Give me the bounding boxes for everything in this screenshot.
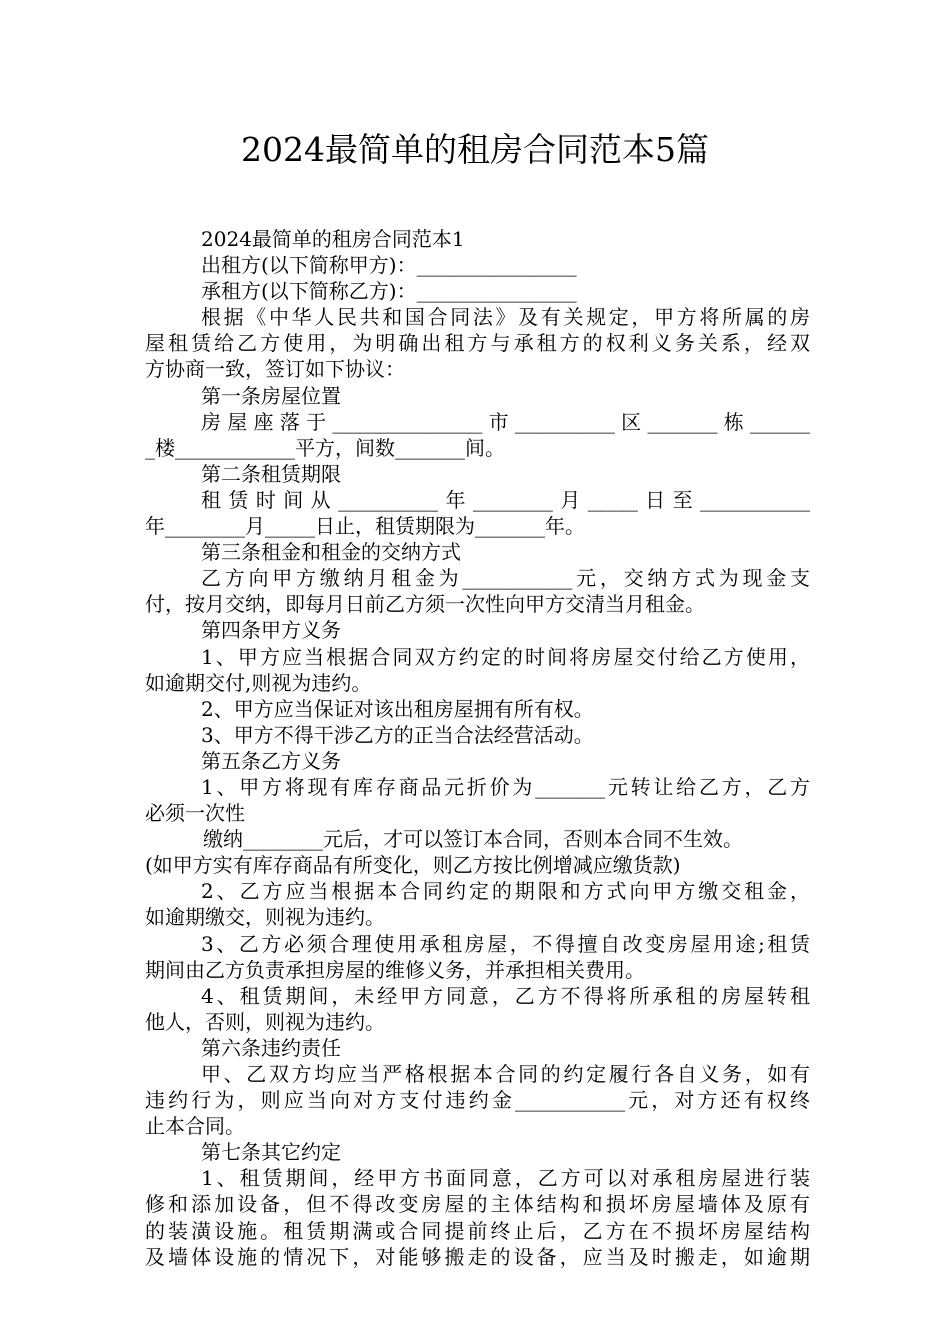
text-line: 屋租赁给乙方使用，为明确出租方与承租方的权利义务关系，经双 — [145, 331, 810, 356]
text-line: 如逾期交付,则视为违约。 — [145, 670, 372, 695]
text-line: 方协商一致，签订如下协议： — [145, 357, 405, 382]
text-line: 付，按月交纳，即每月日前乙方须一次性向甲方交清当月租金。 — [145, 592, 705, 617]
text-line: 年________月_____日止，租赁期限为_______年。 — [145, 514, 585, 539]
document-body — [145, 226, 810, 1270]
text-line: 必须一次性 — [145, 801, 245, 826]
text-line: 违约行为，则应当向对方支付违约金___________元，对方还有权终 — [145, 1088, 810, 1113]
section-heading: 2024最简单的租房合同范本1 — [201, 227, 465, 251]
text-line: 修和添加设备，但不得改变房屋的主体结构和损坏房屋墙体及原有 — [145, 1192, 810, 1217]
text-line: 1、甲方将现有库存商品元折价为_______元转让给乙方，乙方 — [201, 774, 810, 799]
text-line: 根据《中华人民共和国合同法》及有关规定，甲方将所属的房 — [201, 305, 810, 330]
article-heading: 第三条租金和租金的交纳方式 — [201, 540, 461, 565]
article-heading: 第二条租赁期限 — [201, 461, 341, 486]
text-line: 租赁时间从__________年________月_____日至___________ — [201, 487, 810, 512]
text-line: 出租方(以下简称甲方)：________________ — [201, 253, 577, 278]
document-title: 2024最简单的租房合同范本5篇 — [241, 130, 709, 169]
text-line: 如逾期缴交，则视为违约。 — [145, 905, 385, 930]
text-line: 承租方(以下简称乙方)：________________ — [201, 279, 577, 304]
article-heading: 第一条房屋位置 — [201, 383, 341, 408]
article-heading: 第五条乙方义务 — [201, 748, 341, 773]
text-line: 2、乙方应当根据本合同约定的期限和方式向甲方缴交租金， — [201, 879, 810, 904]
article-heading: 第七条其它约定 — [201, 1140, 341, 1165]
text-line: _楼____________平方，间数_______间。 — [145, 435, 505, 460]
text-line: 期间由乙方负责承担房屋的维修义务，并承担相关费用。 — [145, 957, 645, 982]
text-line: 房屋座落于_______________市__________区_______栋______ — [201, 409, 810, 434]
text-line: (如甲方实有库存商品有所变化，则乙方按比例增减应缴货款) — [145, 853, 681, 878]
article-heading: 第四条甲方义务 — [201, 618, 341, 643]
text-line: 1、甲方应当根据合同双方约定的时间将房屋交付给乙方使用， — [201, 644, 810, 669]
text-line: 2、甲方应当保证对该出租房屋拥有所有权。 — [201, 696, 594, 721]
text-line: 3、甲方不得干涉乙方的正当合法经营活动。 — [201, 722, 594, 747]
text-line: 及墙体设施的情况下，对能够搬走的设备，应当及时搬走，如逾期 — [145, 1244, 810, 1269]
text-line: 缴纳________元后，才可以签订本合同，否则本合同不生效。 — [203, 827, 743, 852]
text-line: 止本合同。 — [145, 1114, 245, 1139]
text-line: 他人，否则，则视为违约。 — [145, 1009, 385, 1034]
text-line: 乙方向甲方缴纳月租金为___________元，交纳方式为现金支 — [201, 566, 810, 591]
text-line: 4、租赁期间，未经甲方同意，乙方不得将所承租的房屋转租 — [201, 983, 810, 1008]
article-heading: 第六条违约责任 — [201, 1035, 341, 1060]
text-line: 的装潢设施。租赁期满或合同提前终止后，乙方在不损坏房屋结构 — [145, 1218, 810, 1243]
text-line: 1、租赁期间，经甲方书面同意，乙方可以对承租房屋进行装 — [201, 1166, 810, 1191]
text-line: 甲、乙双方均应当严格根据本合同的约定履行各自义务，如有 — [201, 1062, 810, 1086]
text-line: 3、乙方必须合理使用承租房屋，不得擅自改变房屋用途;租赁 — [201, 931, 810, 956]
